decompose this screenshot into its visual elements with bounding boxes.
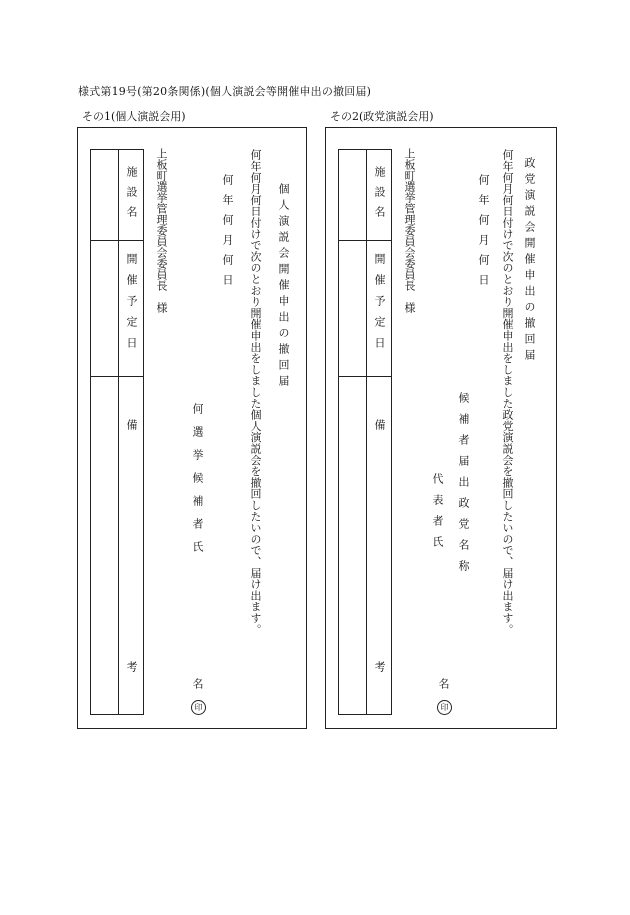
form-2-applicant-name-label: 名 — [437, 678, 450, 689]
form-1-remarks-label-bottom: 考 — [125, 661, 138, 672]
form-2-scheduled-date-label: 開催予定日 — [373, 253, 386, 358]
form-1-subtitle: その1(個人演説会用) — [82, 110, 186, 123]
form-2-seal: 印 — [437, 700, 452, 715]
document-title: 様式第19号(第20条関係)(個人演説会等開催申出の撤回届) — [78, 85, 372, 98]
form-2-info-table — [338, 149, 392, 715]
form-2-date: 何年何月何日 — [477, 174, 490, 294]
form-1-applicant-name-label: 名 — [191, 678, 204, 689]
form-1-statement: 何年何月何日付けで次のとおり開催申出をしました個人演説会を撤回したいので、届け出ます。 — [249, 149, 262, 635]
form-1-date: 何年何月何日 — [221, 174, 234, 294]
form-2-subtitle: その2(政党演説会用) — [330, 110, 434, 123]
form-party-speech — [325, 127, 557, 729]
form-2-remarks-label-top: 備 — [373, 419, 386, 430]
form-1-scheduled-date-label: 開催予定日 — [125, 253, 138, 358]
form-1-remarks-label-top: 備 — [125, 419, 138, 430]
form-1-addressee: 上板町選挙管理委員会委員長 様 — [155, 148, 168, 313]
form-2-heading: 政党演説会開催申出の撤回届 — [523, 157, 536, 365]
form-2-party-line: 候補者届出政党名称 — [457, 392, 470, 581]
form-1-facility-label: 施設名 — [125, 166, 138, 226]
form-1-seal: 印 — [191, 700, 206, 715]
form-1-applicant-line: 何選挙候補者氏 — [191, 403, 204, 564]
form-2-representative: 代表者氏 — [431, 473, 444, 557]
form-2-statement: 何年何月何日付けで次のとおり開催申出をしました政党演説会を撤回したいので、届け出ます。 — [501, 149, 514, 635]
form-individual-speech — [77, 127, 307, 729]
form-1-heading: 個人演説会開催申出の撤回届 — [277, 183, 290, 391]
form-2-remarks-label-bottom: 考 — [373, 661, 386, 672]
form-2-addressee: 上板町選挙管理委員会委員長 様 — [403, 148, 416, 313]
form-1-info-table — [90, 149, 144, 715]
form-2-facility-label: 施設名 — [373, 166, 386, 226]
